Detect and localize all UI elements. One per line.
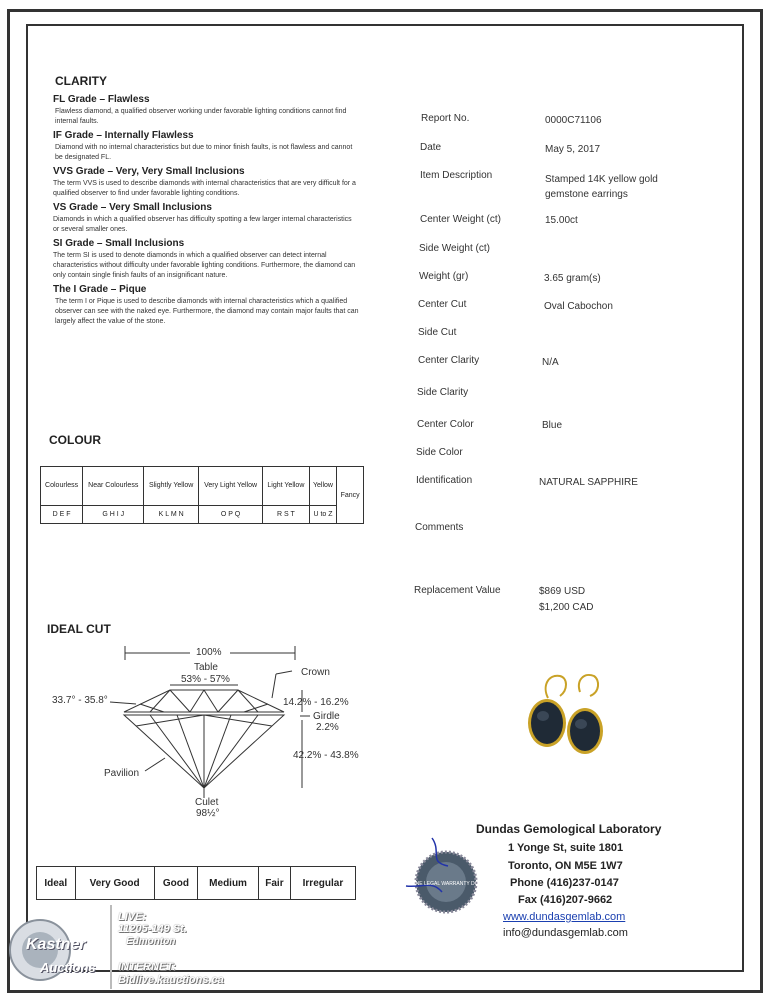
- pavilion-depth-label: 42.2% - 43.8%: [293, 750, 359, 761]
- grade-fl: FL Grade – Flawless Flawless diamond, a qualified observer working under favorable lighting conditions cannot find internal faults.: [53, 94, 347, 125]
- report-label: Side Cut: [418, 327, 457, 338]
- grade-vs: VS Grade – Very Small Inclusions Diamonds in which a qualified observer has difficulty spotting a few larger internal characteristics or several smaller ones.: [53, 202, 352, 233]
- cut-grade: Good: [154, 867, 197, 900]
- colour-header: Slightly Yellow: [144, 467, 199, 506]
- lab-email: info@dundasgemlab.com: [503, 927, 628, 939]
- lab-fax: Fax (416)207-9662: [518, 894, 613, 906]
- report-value: 15.00ct: [545, 215, 578, 226]
- lab-phone: Phone (416)237-0147: [510, 877, 619, 889]
- report-label: Item Description: [420, 170, 493, 181]
- table-label: Table: [194, 662, 218, 673]
- cut-grade: Irregular: [290, 867, 355, 900]
- colour-code: K L M N: [144, 505, 199, 523]
- report-label: Date: [420, 142, 442, 153]
- ideal-cut-title: IDEAL CUT: [47, 622, 111, 636]
- cut-grade: Ideal: [37, 867, 76, 900]
- lab-seal: [399, 832, 493, 922]
- report-value: Stamped 14K yellow gold gemstone earrings: [545, 174, 658, 200]
- girdle-pct-label: 2.2%: [316, 722, 339, 733]
- internet-url[interactable]: Bidlive.kauctions.ca: [118, 974, 224, 986]
- report-value: 3.65 gram(s): [544, 273, 601, 284]
- report-value: Oval Cabochon: [544, 301, 613, 312]
- colour-code: R S T: [263, 505, 310, 523]
- crown-angle-label: 33.7° - 35.8°: [52, 695, 108, 706]
- lab-address-2: Toronto, ON M5E 1W7: [508, 860, 623, 872]
- report-value: N/A: [542, 357, 559, 368]
- report-label: Weight (gr): [419, 271, 469, 282]
- cut-grade: Very Good: [75, 867, 154, 900]
- report-label: Center Clarity: [418, 355, 480, 366]
- pct-100-label: 100%: [196, 647, 222, 658]
- table-range-label: 53% - 57%: [181, 674, 230, 685]
- report-value: $869 USD: [539, 586, 586, 597]
- report-label: Report No.: [421, 113, 470, 124]
- report-value: NATURAL SAPPHIRE: [539, 477, 638, 488]
- live-label: LIVE:: [118, 911, 147, 923]
- report-value: May 5, 2017: [545, 144, 601, 155]
- colour-code: G H I J: [83, 505, 144, 523]
- cut-grade: Fair: [259, 867, 291, 900]
- report-label: Identification: [416, 475, 473, 486]
- live-address: 11205-149 St.: [118, 923, 187, 935]
- cut-grade: Medium: [198, 867, 259, 900]
- live-city: Edmonton: [126, 936, 176, 947]
- report-label: Center Weight (ct): [420, 214, 501, 225]
- logo-top-text: Kastner: [26, 936, 86, 953]
- colour-header: Light Yellow: [263, 467, 310, 506]
- cut-scale-table: [36, 866, 356, 900]
- report-label: Center Color: [417, 419, 474, 430]
- report-label: Center Cut: [418, 299, 467, 310]
- seal-text: GENUINE LEGAL WARRANTY DUNDAS: [399, 881, 493, 887]
- report-label: Replacement Value: [414, 585, 501, 596]
- colour-code: U to Z: [309, 505, 337, 523]
- colour-scale-table: [40, 466, 364, 524]
- lab-name: Dundas Gemological Laboratory: [476, 822, 662, 836]
- report-value: 0000C71106: [545, 115, 602, 126]
- colour-title: COLOUR: [49, 433, 101, 447]
- colour-header: Colourless: [41, 467, 83, 506]
- colour-code: O P Q: [198, 505, 262, 523]
- grade-si: SI Grade – Small Inclusions The term SI is used to denote diamonds in which a qualified observer can detect internal characteristics without difficulty under favorable lighting conditions. Furthermore, the diamond can only contain single finish faults of an insignificant nature.: [53, 238, 356, 279]
- lab-address-1: 1 Yonge St, suite 1801: [508, 842, 624, 854]
- report-value: Blue: [542, 420, 563, 431]
- grade-vvs: VVS Grade – Very, Very Small Inclusions The term VVS is used to describe diamonds with internal characteristics that are very difficult for a qualified observer to find under favorable lighting conditions.: [53, 166, 356, 197]
- colour-code: D E F: [41, 505, 83, 523]
- logo-bottom-text: Auctions: [40, 960, 96, 975]
- girdle-label: Girdle: [313, 711, 340, 722]
- report-label: Side Weight (ct): [419, 243, 490, 254]
- report-label: Side Color: [416, 447, 463, 458]
- report-value-secondary: $1,200 CAD: [539, 602, 594, 613]
- colour-header: Yellow: [309, 467, 337, 506]
- grade-i: The I Grade – Pique The term I or Pique is used to describe diamonds with internal characteristics which a qualified observer can see with the naked eye. Furthermore, the diamond may contain major faults that can largely affect the value of the stone.: [53, 284, 359, 325]
- report-label: Comments: [415, 522, 464, 533]
- crown-label: Crown: [301, 667, 330, 678]
- earrings-photo: [518, 668, 618, 770]
- crown-height-label: 14.2% - 16.2%: [283, 697, 349, 708]
- grade-if: IF Grade – Internally Flawless Diamond with no internal characteristics but due to minor finish faults, is not flawless and cannot be designated FL.: [53, 130, 353, 161]
- report-label: Side Clarity: [417, 387, 469, 398]
- watermark-divider: [110, 905, 112, 989]
- colour-header: Near Colourless: [83, 467, 144, 506]
- clarity-title: CLARITY: [55, 74, 107, 88]
- colour-header: Very Light Yellow: [198, 467, 262, 506]
- internet-label: INTERNET:: [118, 961, 176, 973]
- colour-header: Fancy: [337, 467, 364, 524]
- auction-logo: [6, 916, 106, 986]
- lab-website-link[interactable]: www.dundasgemlab.com: [503, 911, 626, 923]
- clarity-grades: [53, 94, 360, 330]
- culet-label: Culet: [195, 797, 219, 808]
- pavilion-label: Pavilion: [104, 768, 140, 779]
- culet-angle-label: 98½°: [196, 808, 220, 819]
